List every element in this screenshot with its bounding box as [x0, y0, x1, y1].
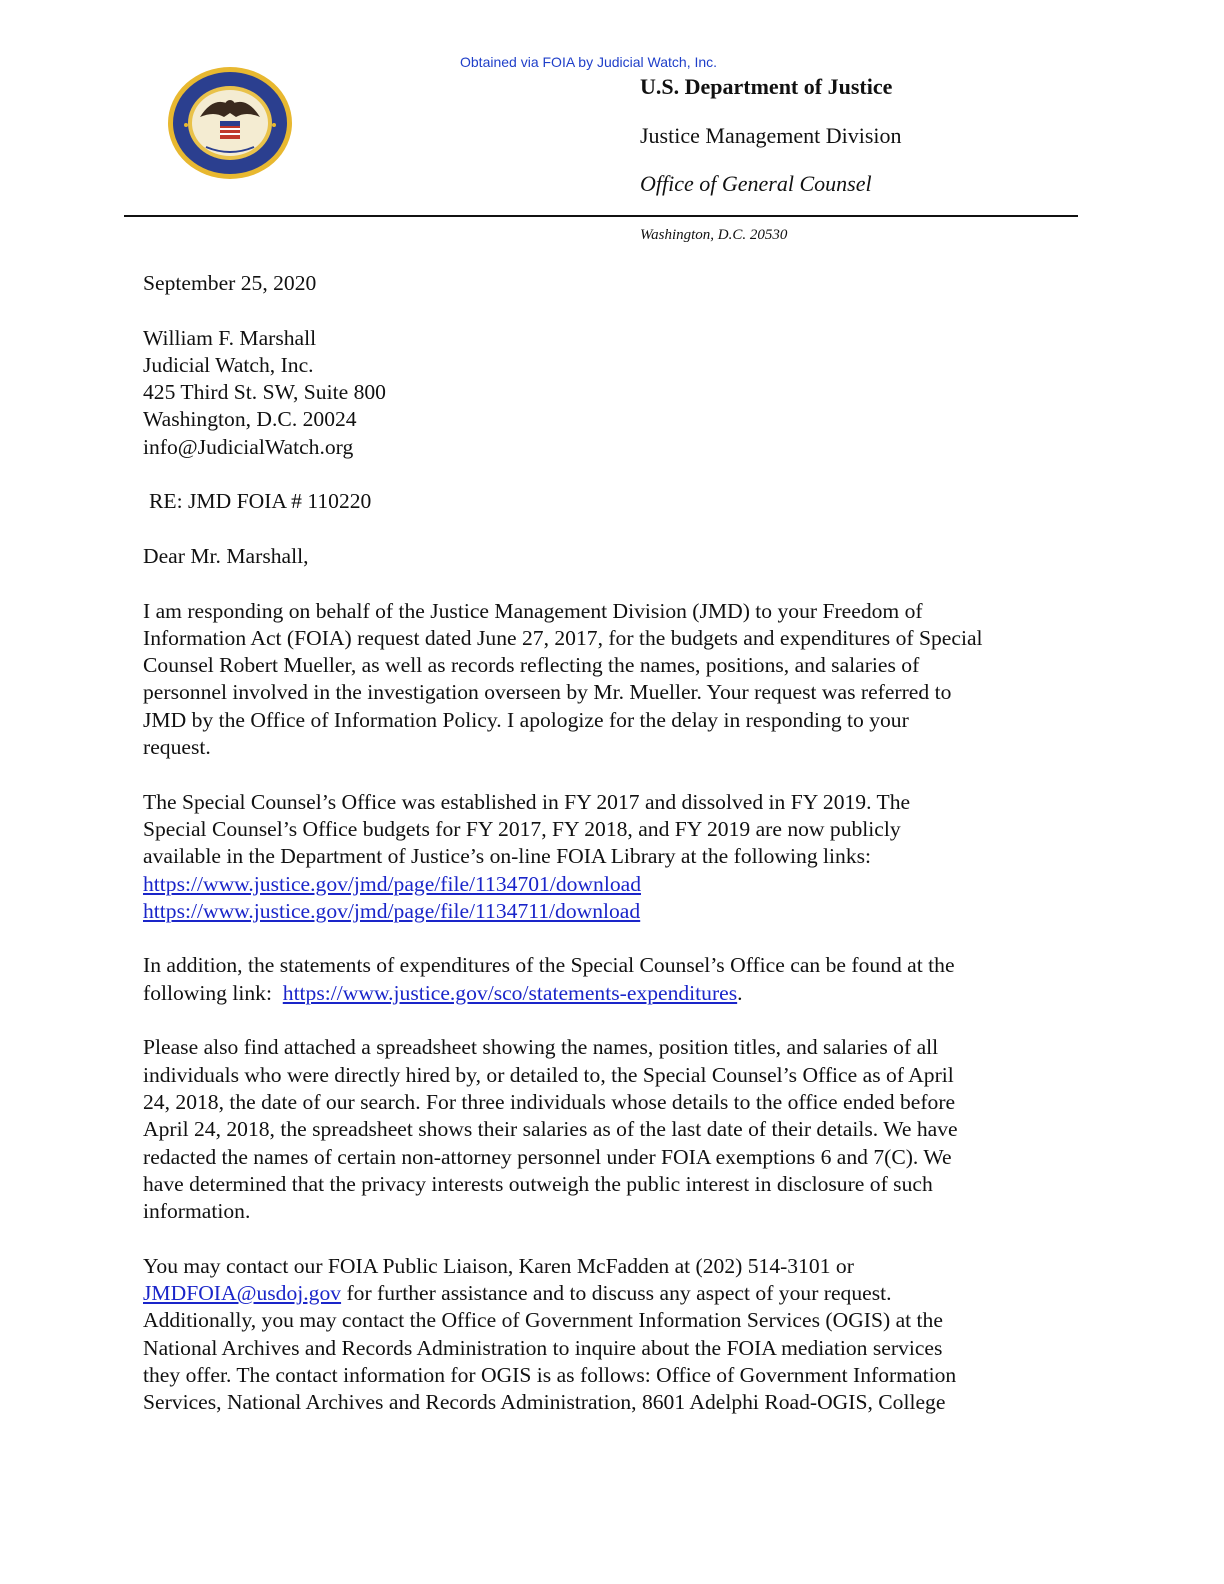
letterhead-department: U.S. Department of Justice [640, 74, 893, 99]
paragraph-line: April 24, 2018, the spreadsheet shows their salaries as of the last date of their details. We have [143, 1117, 958, 1142]
paragraph-line: JMD by the Office of Information Policy. I apologize for the delay in responding to your [143, 707, 909, 732]
paragraph-line: 24, 2018, the date of our search. For three individuals whose details to the office ended before [143, 1089, 956, 1114]
paragraph-4 [143, 1034, 1083, 1225]
paragraph-line: request. [143, 735, 211, 760]
paragraph-line: they offer. The contact information for OGIS is as follows: Office of Government Information [143, 1362, 957, 1387]
budget-link-1[interactable]: https://www.justice.gov/jmd/page/file/1134701/download [143, 871, 641, 896]
paragraph-line: Information Act (FOIA) request dated June 27, 2017, for the budgets and expenditures of Special [143, 625, 983, 650]
paragraph-2 [143, 789, 1083, 925]
paragraph-3: In addition, the statements of expenditures of the Special Counsel’s Office can be found at the following link: https://www.justice.gov/sco/statements-expenditures. [143, 952, 1083, 1007]
budget-link-2[interactable]: https://www.justice.gov/jmd/page/file/1134711/download [143, 898, 641, 923]
letterhead-office: Office of General Counsel [640, 171, 872, 196]
paragraph-1 [143, 598, 1083, 762]
paragraph-5: You may contact our FOIA Public Liaison, Karen McFadden at (202) 514-3101 or JMDFOIA@usdoj.gov for further assistance and to discuss any aspect of your request. Additionally, you may contact the Office of Government Information Services (OGIS) at the National Archives and Records Administration to inquire about the FOIA mediation services they offer. The contact information for OGIS is as follows: Office of Government Information Services, National Archives and Records Administration, 8601 Adelphi Road-OGIS, College [143, 1253, 1083, 1417]
salutation: Dear Mr. Marshall, [143, 543, 309, 568]
letterhead-divider [124, 215, 1078, 217]
foia-watermark: Obtained via FOIA by Judicial Watch, Inc. [460, 54, 718, 70]
paragraph-line: You may contact our FOIA Public Liaison, Karen McFadden at (202) 514-3101 or [143, 1253, 854, 1278]
paragraph-line: The Special Counsel’s Office was established in FY 2017 and dissolved in FY 2019. The [143, 789, 911, 814]
letterhead-division: Justice Management Division [640, 123, 902, 148]
doj-seal-icon [166, 65, 294, 181]
paragraph-line: Counsel Robert Mueller, as well as records reflecting the names, positions, and salaries of [143, 653, 920, 678]
recipient-name: William F. Marshall [143, 325, 317, 350]
recipient-city: Washington, D.C. 20024 [143, 407, 357, 432]
paragraph-line: Services, National Archives and Records Administration, 8601 Adelphi Road-OGIS, College [143, 1390, 946, 1415]
foia-email-link[interactable]: JMDFOIA@usdoj.gov [143, 1280, 342, 1305]
recipient-org: Judicial Watch, Inc. [143, 352, 314, 377]
paragraph-line: information. [143, 1199, 251, 1224]
paragraph-line: Please also find attached a spreadsheet showing the names, position titles, and salaries of all [143, 1035, 939, 1060]
paragraph-line: National Archives and Records Administration to inquire about the FOIA mediation services [143, 1335, 943, 1360]
paragraph-line: Special Counsel’s Office budgets for FY 2017, FY 2018, and FY 2019 are now publicly [143, 816, 901, 841]
paragraph-line: In addition, the statements of expenditures of the Special Counsel’s Office can be found at the [143, 953, 955, 978]
expenditures-link[interactable]: https://www.justice.gov/sco/statements-expenditures [282, 980, 738, 1005]
paragraph-line: redacted the names of certain non-attorney personnel under FOIA exemptions 6 and 7(C). We [143, 1144, 952, 1169]
letter-body [143, 270, 1083, 1444]
paragraph-line: individuals who were directly hired by, or detailed to, the Special Counsel’s Office as of April [143, 1062, 954, 1087]
paragraph-line: available in the Department of Justice’s on-line FOIA Library at the following links: [143, 844, 872, 869]
recipient-address [143, 325, 1083, 461]
letterhead-city: Washington, D.C. 20530 [640, 227, 788, 243]
paragraph-line: Additionally, you may contact the Office of Government Information Services (OGIS) at the [143, 1308, 943, 1333]
recipient-email: info@JudicialWatch.org [143, 434, 354, 459]
paragraph-line: have determined that the privacy interests outweigh the public interest in disclosure of such [143, 1171, 933, 1196]
reference-line: RE: JMD FOIA # 110220 [149, 489, 372, 514]
paragraph-line: personnel involved in the investigation overseen by Mr. Mueller. Your request was referred to [143, 680, 952, 705]
paragraph-line: I am responding on behalf of the Justice Management Division (JMD) to your Freedom of [143, 598, 923, 623]
letter-date: September 25, 2020 [143, 271, 317, 295]
recipient-street: 425 Third St. SW, Suite 800 [143, 380, 386, 405]
